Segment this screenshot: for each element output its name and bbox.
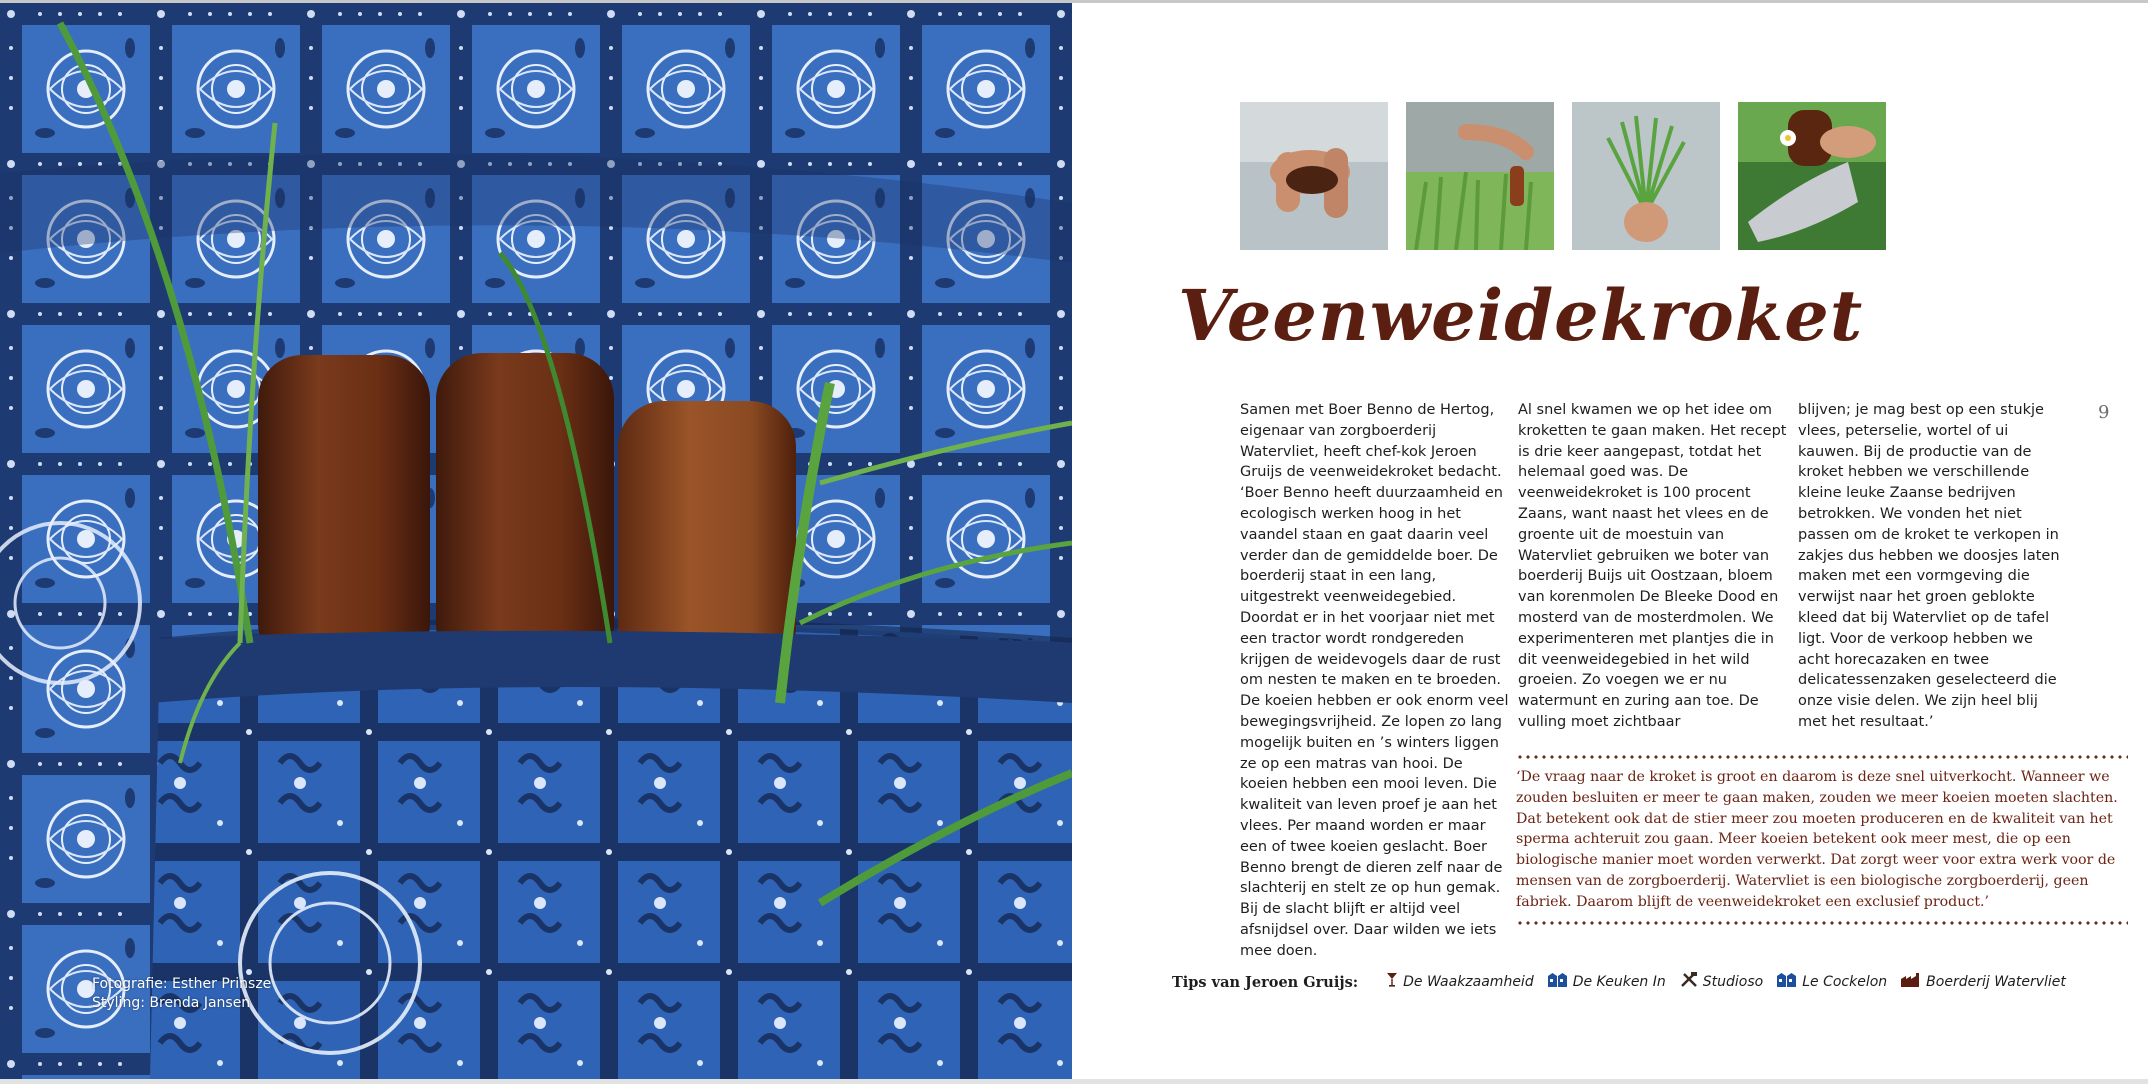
pull-quote [1516,745,2128,937]
thumbnail-kroket-in-grass [1406,102,1554,250]
article-title: Veenweidekroket [1178,274,1864,357]
tip-name: De Keuken In [1572,974,1666,990]
tip-name: De Waakzaamheid [1403,974,1534,990]
article-column-2 [1518,400,1788,733]
kroket-photo [0,3,1072,1079]
tools-icon [1680,972,1698,992]
article-column-1 [1240,400,1510,962]
thumbnail-hands-kroket [1240,102,1388,250]
photographer-credit: Fotografie: Esther Prinsze [92,976,272,992]
tips-label: Tips van Jeroen Gruijs: [1172,973,1359,991]
quote-text: ‘De vraag naar de kroket is groot en daarom is deze snel uitverkocht. Wanneer we zouden besluiten er meer te gaan maken, zouden we meer koeien moeten slachten. Dat betekent ook dat de stier meer zou moeten produceren en de kwaliteit van het sperma achteruit zou gaan. Meer koeien betekent ook meer mest, die op een biologische manier moet worden verwerkt. Dat zorgt weer voor extra werk voor de mensen van de zorgboerderij. Watervliet is een biologische zorgboerderij, geen fabriek. Daarom blijft de veenweidekroket een exclusief product.’ [1516,769,2118,910]
tip-name: Le Cockelon [1802,974,1888,990]
column-1-text: Samen met Boer Benno de Hertog, eigenaar van zorgboerderij Watervliet, heeft chef-kok Jeroen Gruijs de veenweidekroket bedacht. ‘Boer Benno heeft duurzaamheid en ecologisch werken hoog in het vaandel staan en gaat daarin veel verder dan de gemiddelde boer. De boerderij staat in een lang, uitgestrekt veenweidegebied. Doordat er in het voorjaar niet met een tractor wordt rondgereden krijgen de weidevogels daar de rust om nesten te maken en te broeden. De koeien hebben er ook enorm veel bewegingsvrijheid. Ze lopen zo lang mogelijk buiten en ’s winters liggen ze op een matras van hooi. De koeien hebben een mooi leven. Die kwaliteit van leven proef je aan het vlees. Per maand worden er maar een of twee koeien geslacht. Boer Benno brengt de dieren zelf naar de slachterij en stelt ze op hun gemak. Bij de slacht blijft er altijd veel afsnijdsel over. Daar wilden we iets mee doen. [1240,402,1509,959]
page-number: 9 [2098,402,2110,423]
tip-studioso [1680,972,1763,992]
tip-boerderij-watervliet [1901,973,2066,991]
tip-de-keuken-in [1548,973,1666,991]
bottom-border [0,1079,2148,1084]
thumbnail-kroket-wrapped [1738,102,1886,250]
kroket-1 [258,355,430,667]
column-3-text: blijven; je mag best op een stukje vlees, peterselie, wortel of ui kauwen. Bij de productie van de kroket hebben we verschillende kleine leuke Zaanse bedrijven betrokken. We vonden het niet passen om de kroket te verkopen in zakjes dus hebben we doosjes laten maken met een vormgeving die verwijst naar het groen geblokte kleed dat bij Watervliet op de tafel ligt. Voor de verkoop hebben we acht horecazaken en twee delicatessenzaken geselecteerd die onze visie delen. We zijn heel blij met het resultaat.’ [1798,402,2060,730]
quote-top-dots [1516,755,2128,759]
glass-icon [1386,972,1398,992]
tip-de-waakzaamheid [1386,972,1534,992]
quote-bottom-dots [1516,921,2128,925]
photo-credits [92,975,271,1013]
styling-credit: Styling: Brenda Jansen [92,995,251,1011]
tip-name: Studioso [1702,974,1764,990]
article-page [1072,3,2148,1079]
stores-icon [1548,973,1568,991]
tip-le-cockelon [1777,973,1887,991]
factory-icon [1901,973,1921,991]
column-2-text: Al snel kwamen we op het idee om kroketten te gaan maken. Het recept is drie keer aangepast, totdat het helemaal goed was. De veenweidekroket is 100 procent Zaans, want naast het vlees en de groente uit de moestuin van Watervliet gebruiken we boter van boerderij Buijs uit Oostzaan, bloem van korenmolen De Bleeke Dood en mosterd van de mosterdmolen. We experimenteren met plantjes die in dit veenweidegebied in het wild groeien. Zo voegen we er nu watermunt en zuring aan toe. De vulling moet zichtbaar [1518,402,1787,730]
article-column-3 [1798,400,2068,733]
tip-name: Boerderij Watervliet [1926,974,2066,990]
stores-icon [1777,973,1797,991]
cloth-illustration [0,3,1072,1079]
thumbnail-grass-in-hand [1572,102,1720,250]
tips-bar [1172,971,2080,993]
